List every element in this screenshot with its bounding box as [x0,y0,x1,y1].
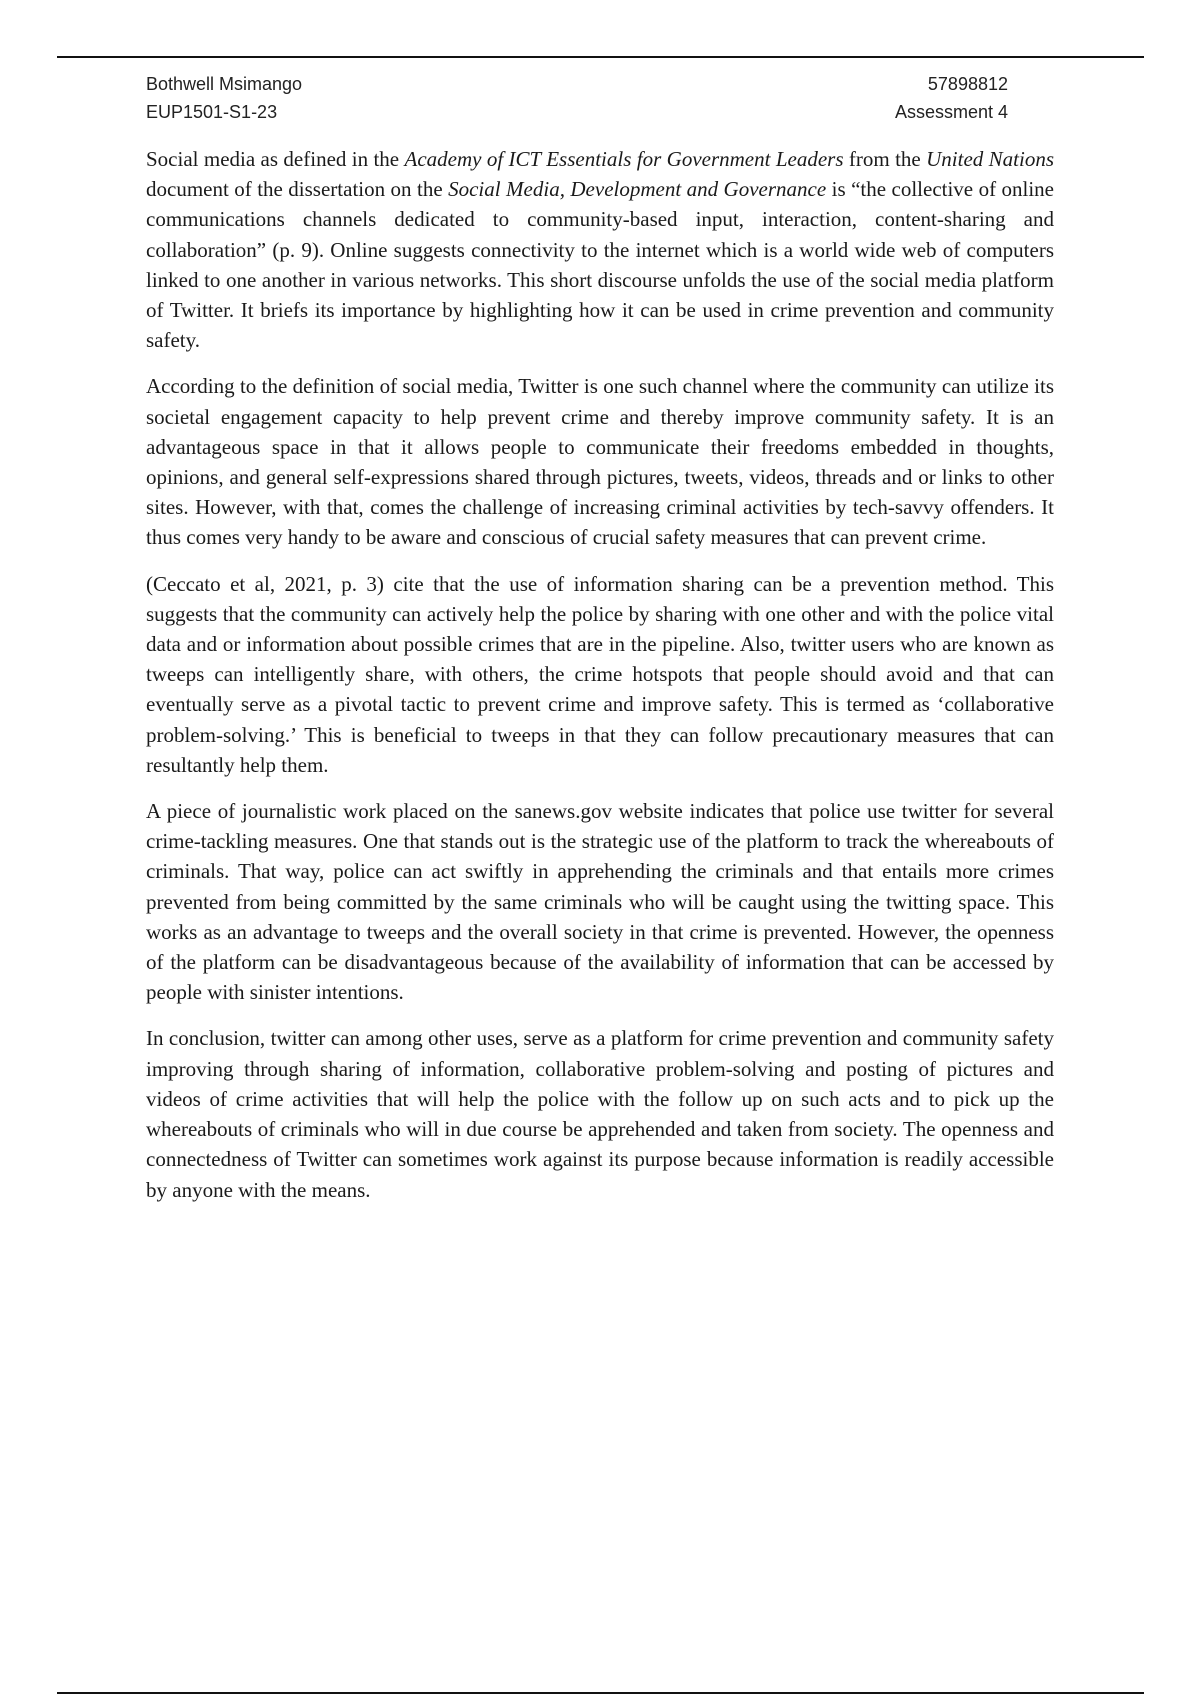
page-header [146,70,1008,126]
header-row-1 [146,70,1008,98]
paragraph-1 [146,144,1054,355]
course-code: EUP1501-S1-23 [146,102,278,122]
footer-rule [57,1692,1144,1694]
student-number: 57898812 [927,74,1008,94]
paragraph-1-text-b: from the [843,147,927,171]
author-name: Bothwell Msimango [146,74,303,94]
paragraph-3: (Ceccato et al, 2021, p. 3) cite that the use of information sharing can be a prevention method. This suggests that the community can actively help the police by sharing with one other and with the police vital data and or information about possible crimes that are in the pipeline. Also, twitter users who are known as tweeps can intelligently share, with others, the crime hotspots that people should avoid and that can eventually serve as a pivotal tactic to prevent crime and improve safety. This is termed as ‘collaborative problem-solving.’ This is beneficial to tweeps in that they can follow precautionary measures that can resultantly help them. [146,571,1054,777]
paragraph-1-text-a: Social media as defined in the [146,147,405,171]
paragraph-5: In conclusion, twitter can among other uses, serve as a platform for crime prevention and community safety improving through sharing of information, collaborative problem-solving and posting of pictures and videos of crime activities that will help the police with the follow up on such acts and to pick up the whereabouts of criminals who will in due course be apprehended and taken from society. The openness and connectedness of Twitter can sometimes work against its purpose because information is readily accessible by anyone with the means. [146,1026,1054,1202]
assessment-label: Assessment 4 [894,102,1008,122]
paragraph-2: According to the definition of social media, Twitter is one such channel where the community can utilize its societal engagement capacity to help prevent crime and thereby improve community safety. It is an advantageous space in that it allows people to communicate their freedoms embedded in thoughts, opinions, and general self-expressions shared through pictures, tweets, videos, threads and or links to other sites. However, with that, comes the challenge of increasing criminal activities by tech-savvy offenders. It thus comes very handy to be aware and conscious of crucial safety measures that can prevent crime. [146,374,1054,550]
cited-organization: United Nations [926,147,1054,171]
paragraph-1-text-c: document of the dissertation on the [146,177,449,202]
paragraph-1-text-d: is “the collective of online communications channels dedicated to community-based input, interaction, content-sharing and collaboration” (p. 9). Online suggests connectivity to the internet which is a world wide web of computers linked to one another in various networks. This short discourse unfolds the use of the social media platform of Twitter. It briefs its importance by highlighting how it can be used in crime prevention and community safety. [146,177,1054,353]
cited-title-academy: Academy of ICT Essentials for Government Leaders [404,147,844,171]
document-body [146,144,1054,1221]
paragraph-4: A piece of journalistic work placed on the sanews.gov website indicates that police use twitter for several crime-tackling measures. One that stands out is the strategic use of the platform to track the whereabouts of criminals. That way, police can act swiftly in apprehending the criminals and that entails more crimes prevented from being committed by the same criminals who will be caught using the twitting space. This works as an advantage to tweeps and the overall society in that crime is prevented. However, the openness of the platform can be disadvantageous because of the availability of information that can be accessed by people with sinister intentions. [146,799,1054,1005]
header-rule [57,56,1144,58]
header-row-2 [146,98,1008,126]
cited-title-dissertation: Social Media, Development and Governance [448,177,827,202]
